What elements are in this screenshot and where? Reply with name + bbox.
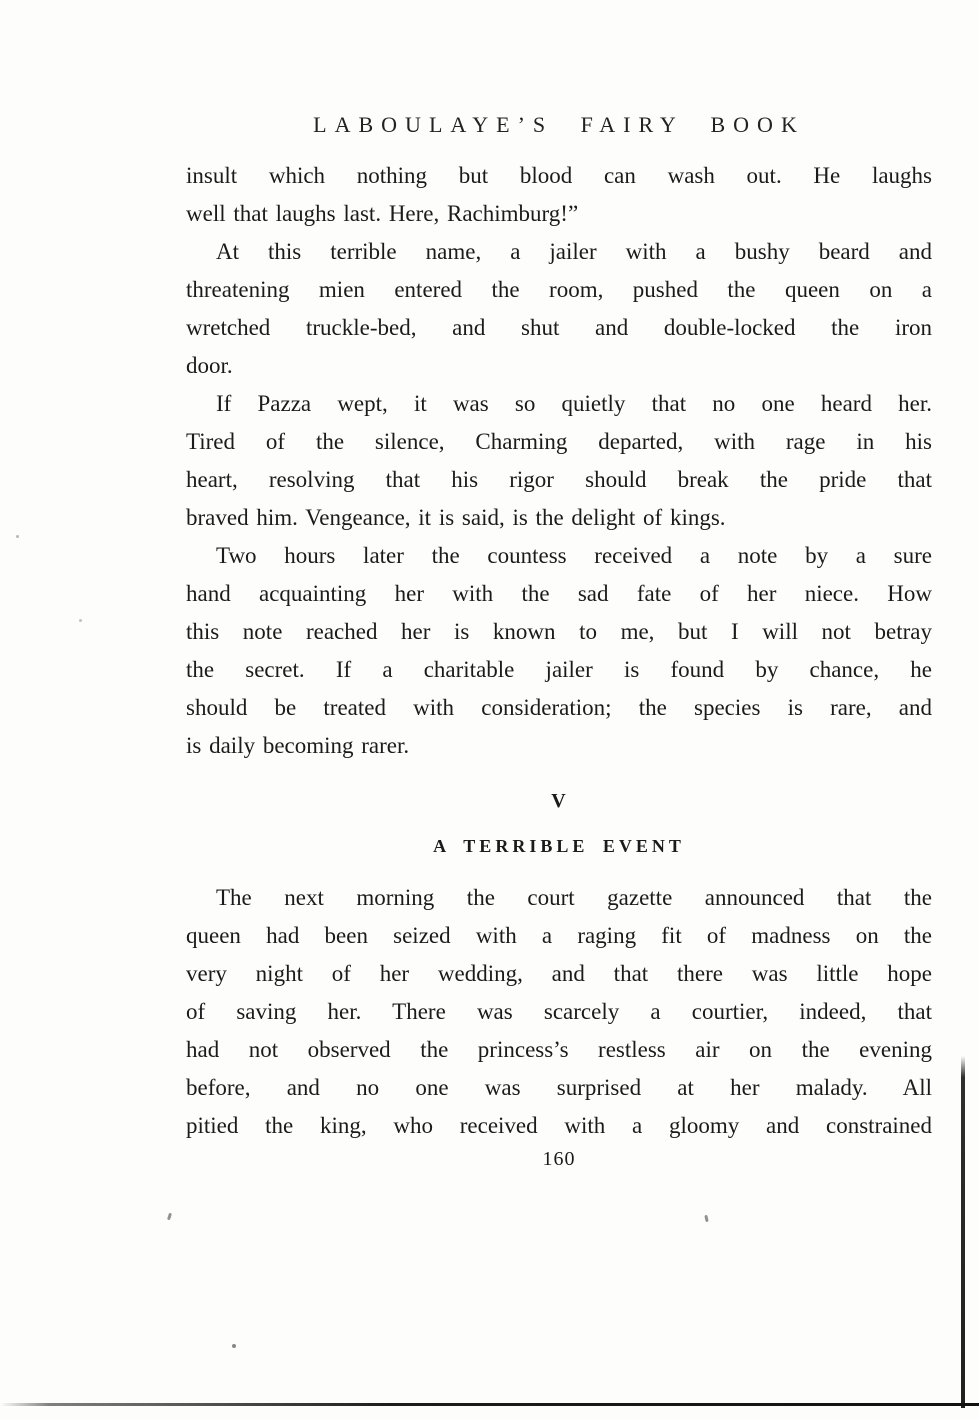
paragraph xyxy=(186,385,932,537)
paragraph xyxy=(186,233,932,385)
paragraph xyxy=(186,879,932,1145)
text-line: wretched truckle-bed, and shut and double-locked the iron xyxy=(186,315,932,340)
scan-speck xyxy=(232,1344,236,1348)
text-line: Two hours later the countess received a note by a sure xyxy=(216,543,932,568)
text-line: queen had been seized with a raging fit of madness on the xyxy=(186,923,932,948)
text-line: the secret. If a charitable jailer is found by chance, he xyxy=(186,657,932,682)
text-line: braved him. Vengeance, it is said, is the delight of kings. xyxy=(186,505,726,530)
text-line: had not observed the princess’s restless air on the evening xyxy=(186,1037,932,1062)
text-block xyxy=(186,157,932,1173)
page-number: 160 xyxy=(542,1148,576,1170)
text-line: door. xyxy=(186,353,233,378)
scan-speck xyxy=(79,619,82,622)
section-title: A TERRIBLE EVENT xyxy=(433,836,685,856)
scan-edge-line-right xyxy=(961,1056,965,1408)
scan-speck xyxy=(16,535,19,538)
scan-speck xyxy=(167,1213,172,1221)
text-line: this note reached her is known to me, but I will not betray xyxy=(186,619,932,644)
text-line: pitied the king, who received with a gloomy and constrained xyxy=(186,1113,932,1138)
text-line: Tired of the silence, Charming departed, with rage in his xyxy=(186,429,932,454)
text-line: before, and no one was surprised at her malady. All xyxy=(186,1075,932,1100)
text-line: threatening mien entered the room, pushed the queen on a xyxy=(186,277,932,302)
text-line: is daily becoming rarer. xyxy=(186,733,410,758)
scan-speck xyxy=(704,1215,708,1222)
text-line: At this terrible name, a jailer with a bushy beard and xyxy=(216,239,932,264)
paragraph xyxy=(186,537,932,765)
text-line: heart, resolving that his rigor should break the pride that xyxy=(186,467,932,492)
paragraph xyxy=(186,157,932,233)
text-line: very night of her wedding, and that there was little hope xyxy=(186,961,932,986)
running-head: LABOULAYE’S FAIRY BOOK xyxy=(313,112,805,137)
text-line: well that laughs last. Here, Rachimburg!” xyxy=(186,201,579,226)
text-line: The next morning the court gazette announced that the xyxy=(216,885,932,910)
scan-edge-line-bottom xyxy=(0,1403,979,1406)
text-line: should be treated with consideration; the species is rare, and xyxy=(186,695,932,720)
section-number: V xyxy=(551,790,567,812)
text-line: of saving her. There was scarcely a courtier, indeed, that xyxy=(186,999,932,1024)
text-line: insult which nothing but blood can wash out. He laughs xyxy=(186,163,932,188)
text-line: If Pazza wept, it was so quietly that no one heard her. xyxy=(216,391,932,416)
text-line: hand acquainting her with the sad fate of her niece. How xyxy=(186,581,932,606)
